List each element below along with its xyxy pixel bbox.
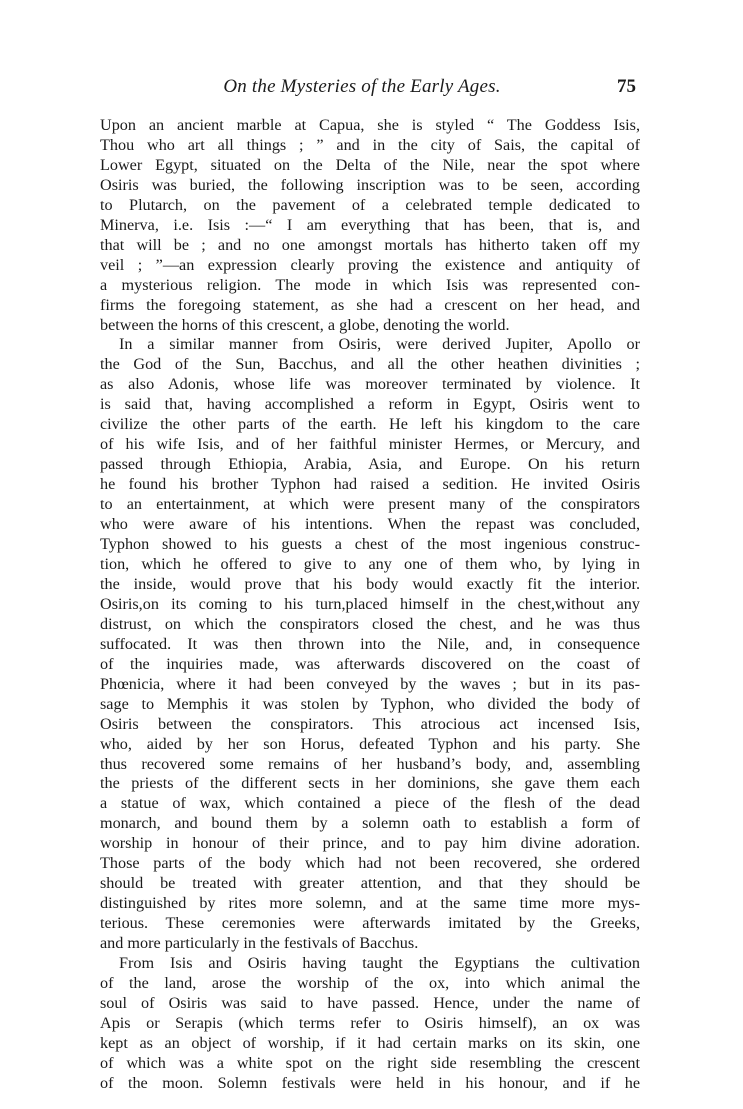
text-line: Osiris was buried, the following inscription was to be seen, according bbox=[100, 175, 640, 194]
text-line: Minerva, i.e. Isis :—“ I am everything that has been, that is, and bbox=[100, 215, 640, 234]
text-line: of the inquiries made, was afterwards discovered on the coast of bbox=[100, 654, 640, 673]
text-line: In a similar manner from Osiris, were derived Jupiter, Apollo or bbox=[119, 335, 640, 354]
paragraph-3 bbox=[100, 954, 640, 1094]
text-line: of his wife Isis, and of her faithful minister Hermes, or Mercury, and bbox=[100, 435, 640, 454]
text-line: is said that, having accomplished a reform in Egypt, Osiris went to bbox=[100, 395, 640, 414]
text-line: Lower Egypt, situated on the Delta of the Nile, near the spot where bbox=[100, 155, 640, 174]
text-line: that will be ; and no one amongst mortals has hitherto taken off my bbox=[100, 235, 640, 254]
text-line: a statue of wax, which contained a piece of the flesh of the dead bbox=[100, 794, 640, 813]
text-line: Apis or Serapis (which terms refer to Osiris himself), an ox was bbox=[100, 1013, 640, 1032]
text-line: to an entertainment, at which were present many of the conspirators bbox=[100, 495, 640, 514]
text-line: Typhon showed to his guests a chest of the most ingenious construc- bbox=[100, 535, 640, 554]
text-line: a mysterious religion. The mode in which Isis was represented con- bbox=[100, 275, 640, 294]
body-text bbox=[100, 116, 640, 1094]
text-line: sage to Memphis it was stolen by Typhon, who divided the body of bbox=[100, 694, 640, 713]
text-line: and more particularly in the festivals of Bacchus. bbox=[100, 934, 419, 953]
text-line: soul of Osiris was said to have passed. Hence, under the name of bbox=[100, 993, 640, 1012]
text-line: the priests of the different sects in her dominions, she gave them each bbox=[100, 774, 640, 793]
text-line: thus recovered some remains of her husband’s body, and, assembling bbox=[100, 754, 640, 773]
text-line: Those parts of the body which had not been recovered, she ordered bbox=[100, 854, 640, 873]
text-line: Osiris,on its coming to his turn,placed himself in the chest,without any bbox=[100, 594, 640, 613]
text-line: who, aided by her son Horus, defeated Typhon and his party. She bbox=[100, 734, 640, 753]
text-line: Upon an ancient marble at Capua, she is styled “ The Goddess Isis, bbox=[100, 116, 640, 134]
text-line: suffocated. It was then thrown into the Nile, and, in consequence bbox=[100, 634, 640, 653]
text-line: of which was a white spot on the right side resembling the crescent bbox=[100, 1053, 640, 1072]
text-line: of the land, arose the worship of the ox, into which animal the bbox=[100, 973, 640, 992]
text-line: distinguished by rites more solemn, and at the same time more mys- bbox=[100, 894, 640, 913]
text-line: of the moon. Solemn festivals were held in his honour, and if he bbox=[100, 1073, 640, 1092]
text-line: Osiris between the conspirators. This atrocious act incensed Isis, bbox=[100, 714, 640, 733]
text-line: Thou who art all things ; ” and in the city of Sais, the capital of bbox=[100, 135, 640, 154]
text-line: From Isis and Osiris having taught the Egyptians the cultivation bbox=[119, 954, 640, 973]
page-header bbox=[88, 76, 636, 106]
text-line: kept as an object of worship, if it had certain marks on its skin, one bbox=[100, 1033, 640, 1052]
text-line: the inside, would prove that his body would exactly fit the interior. bbox=[100, 574, 640, 593]
text-line: terious. These ceremonies were afterwards imitated by the Greeks, bbox=[100, 914, 640, 933]
text-line: passed through Ethiopia, Arabia, Asia, and Europe. On his return bbox=[100, 455, 640, 474]
text-line: the God of the Sun, Bacchus, and all the other heathen divinities ; bbox=[100, 355, 640, 374]
text-line: monarch, and bound them by a solemn oath to establish a form of bbox=[100, 814, 640, 833]
text-line: to Plutarch, on the pavement of a celebrated temple dedicated to bbox=[100, 195, 640, 214]
text-line: as also Adonis, whose life was moreover terminated by violence. It bbox=[100, 375, 640, 394]
text-line: between the horns of this crescent, a globe, denoting the world. bbox=[100, 315, 510, 334]
text-line: distrust, on which the conspirators closed the chest, and he was thus bbox=[100, 614, 640, 633]
page-number: 75 bbox=[617, 76, 636, 97]
running-title: On the Mysteries of the Early Ages. bbox=[223, 76, 501, 97]
text-line: worship in honour of their prince, and to pay him divine adoration. bbox=[100, 834, 640, 853]
text-line: who were aware of his intentions. When the repast was concluded, bbox=[100, 515, 640, 534]
text-line: Phœnicia, where it had been conveyed by the waves ; but in its pas- bbox=[100, 674, 640, 693]
text-line: he found his brother Typhon had raised a sedition. He invited Osiris bbox=[100, 475, 640, 494]
paragraph-2 bbox=[100, 335, 640, 954]
text-line: should be treated with greater attention, and that they should be bbox=[100, 874, 640, 893]
text-line: tion, which he offered to give to any one of them who, by lying in bbox=[100, 554, 640, 573]
paragraph-1 bbox=[100, 116, 640, 335]
text-line: veil ; ”—an expression clearly proving the existence and antiquity of bbox=[100, 255, 640, 274]
text-line: civilize the other parts of the earth. He left his kingdom to the care bbox=[100, 415, 640, 434]
text-line: firms the foregoing statement, as she had a crescent on her head, and bbox=[100, 295, 640, 314]
